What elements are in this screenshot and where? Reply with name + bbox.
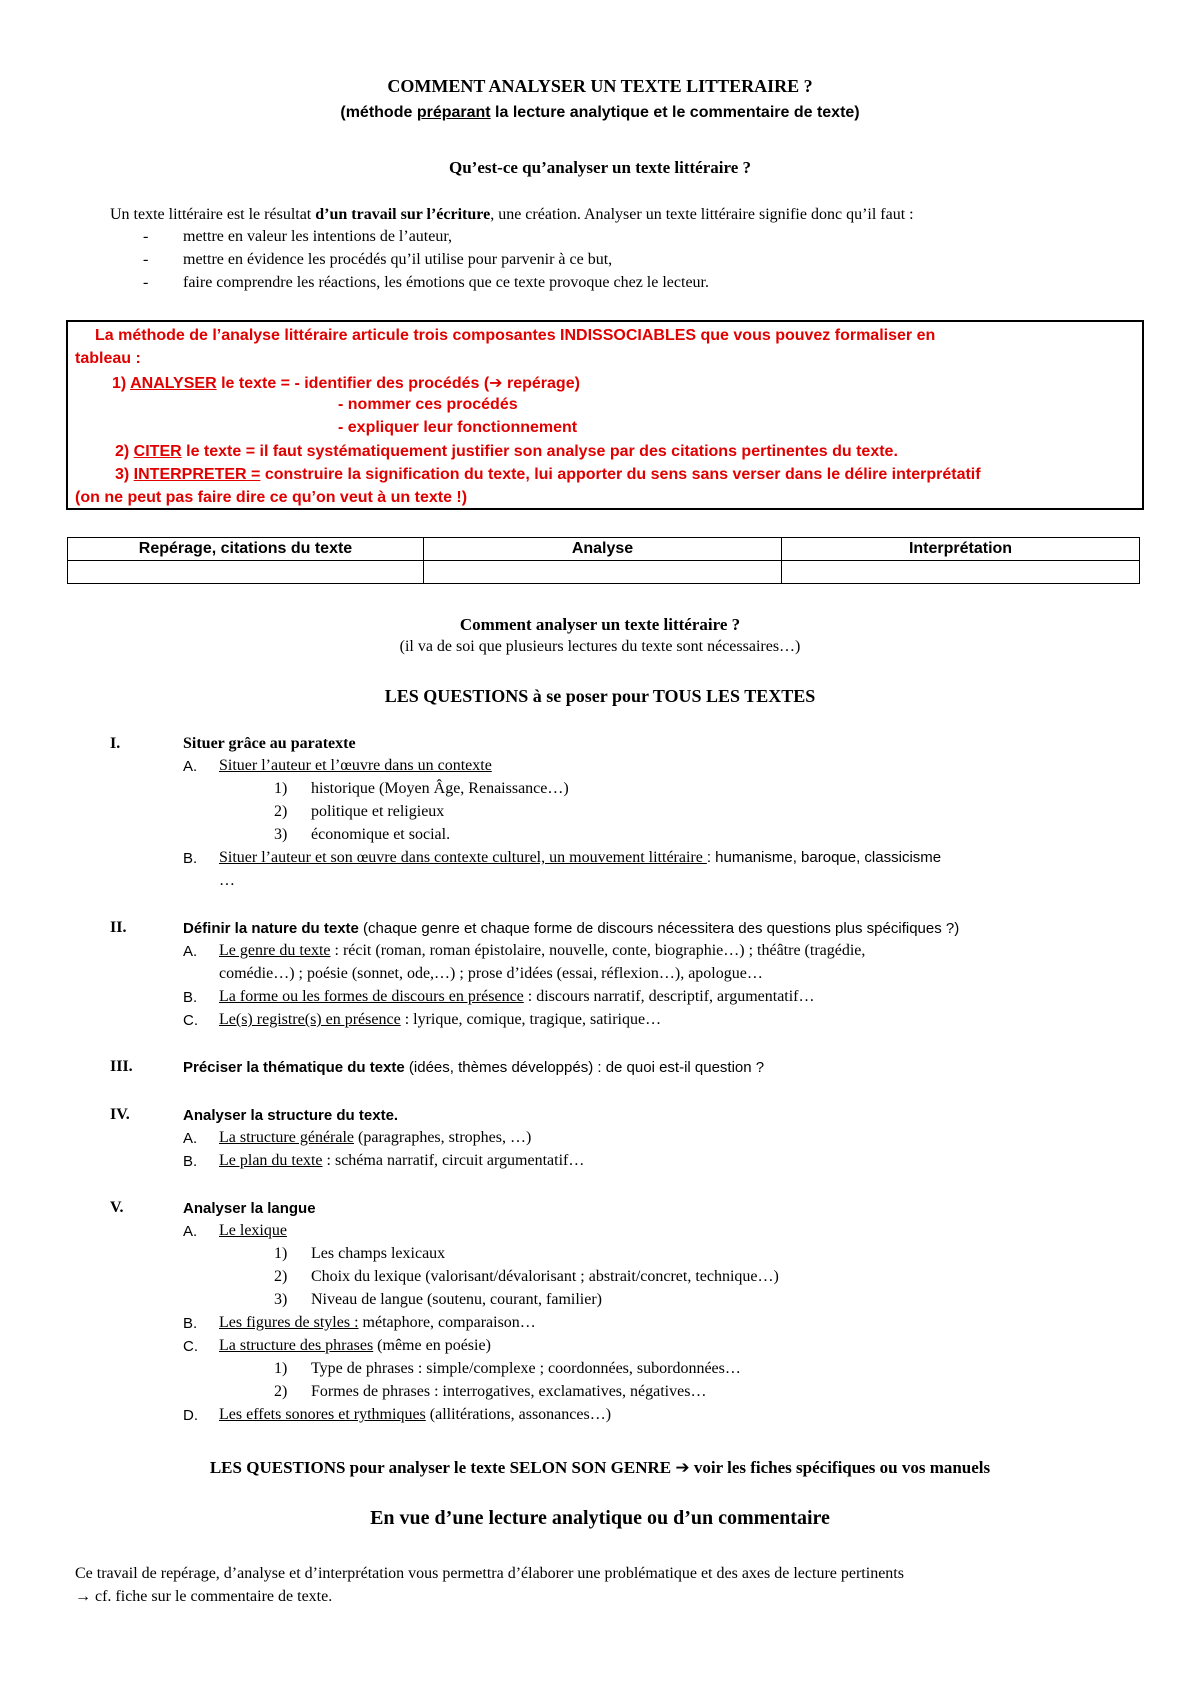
list-item: mettre en valeur les intentions de l’auteur, [183,228,453,245]
step2-keyword: CITER [133,443,182,460]
page-title: COMMENT ANALYSER UN TEXTE LITTERAIRE ? [387,76,813,96]
table-cell [68,561,424,584]
item-letter: B. [183,1153,198,1170]
genre-line-part2: voir les fiches spécifiques ou vos manuels [689,1458,991,1477]
genre-line [0,1458,1200,1478]
item-underlined: Les figures de styles : [219,1314,359,1331]
bullet-dash: - [143,251,149,268]
item-underlined: Situer l’auteur et son œuvre dans contexte culturel, un mouvement littéraire [219,849,707,866]
step1-number: 1) [112,375,131,392]
item-underlined: La forme ou les formes de discours en présence [219,988,524,1005]
sub-number: 2) [274,1383,288,1400]
section2-note: (il va de soi que plusieurs lectures du texte sont nécessaires…) [399,638,801,655]
item-subheading: Le lexique [219,1222,287,1239]
item-number: III. [110,1058,133,1075]
page-subtitle [0,104,1200,122]
step3-keyword: INTERPRETER [133,466,247,483]
sub-number: 1) [274,1360,288,1377]
item-title [183,1059,764,1076]
item-letter: A. [183,1223,198,1240]
method-line-last: (on ne peut pas faire dire ce qu’on veut à un texte !) [75,489,468,506]
item-text [219,1129,531,1147]
list-item: Choix du lexique (valorisant/dévalorisant ; abstrait/concret, technique…) [311,1268,779,1285]
list-item: historique (Moyen Âge, Renaissance…) [311,780,569,797]
item-text [219,849,941,867]
item-letter: B. [183,989,198,1006]
section2-heading: Comment analyser un texte littéraire ? [459,615,741,634]
sub-number: 1) [274,780,288,797]
sub-number: 1) [274,1245,288,1262]
step3-number: 3) [115,466,134,483]
arrow-icon: ➔ [675,1458,690,1477]
final-heading: En vue d’une lecture analytique ou d’un commentaire [370,1507,830,1529]
item-underlined: Le(s) registre(s) en présence [219,1011,401,1028]
item-underlined: Le genre du texte [219,942,331,959]
table-cell [424,561,782,584]
intro-bold: d’un travail sur l’écriture [315,206,491,223]
arrow-icon: → [75,1588,91,1605]
list-item: Formes de phrases : interrogatives, exclamatives, négatives… [311,1383,707,1400]
item-rest: : humanisme, baroque, classicisme [706,849,942,866]
bullet-dash: - [143,274,149,291]
step3-rest: construire la signification du texte, lui apporter du sens sans verser dans le délire interprétatif [260,466,981,483]
item-text [219,1314,536,1332]
list-item: Type de phrases : simple/complexe ; coordonnées, subordonnées… [311,1360,741,1377]
sub-number: 2) [274,1268,288,1285]
item-title-bold: Définir la nature du texte [183,920,359,937]
item-text [219,942,865,960]
method-line-2: tableau : [75,350,141,367]
item-rest: : récit (roman, roman épistolaire, nouvelle, conte, biographie…) ; théâtre (tragédie, [330,942,866,959]
intro-part1: Un texte littéraire est le résultat [110,206,316,223]
item-rest: : lyrique, comique, tragique, satirique… [400,1011,662,1028]
item-number: V. [110,1199,124,1216]
list-item: faire comprendre les réactions, les émotions que ce texte provoque chez le lecteur. [183,274,709,291]
step2-number: 2) [115,443,134,460]
item-letter: C. [183,1338,198,1355]
item-continuation: comédie…) ; poésie (sonnet, ode,…) ; prose d’idées (essai, réflexion…), apologue… [219,965,763,982]
item-title [183,920,959,937]
item-underlined: Le plan du texte [219,1152,323,1169]
item-rest: métaphore, comparaison… [358,1314,536,1331]
item-letter: D. [183,1407,198,1424]
table-row [68,561,1140,584]
item-text [219,1406,611,1424]
questions-heading: LES QUESTIONS à se poser pour TOUS LES TEXTES [384,686,816,706]
bullet-dash: - [143,228,149,245]
item-letter: A. [183,758,198,775]
subtitle-rest: la lecture analytique et le commentaire de texte) [490,104,860,121]
item-letter: A. [183,943,198,960]
sub-number: 3) [274,1291,288,1308]
item-rest: : discours narratif, descriptif, argumentatif… [523,988,815,1005]
item-letter: C. [183,1012,198,1029]
method-step-analyser [112,373,580,393]
item-rest: (même en poésie) [373,1337,491,1354]
table-header-interpretation: Interprétation [782,538,1140,561]
item-title-rest: (chaque genre et chaque forme de discours nécessitera des questions plus spécifiques ?) [358,920,960,937]
item-number: I. [110,735,121,752]
intro-paragraph [110,206,914,224]
item-text [219,988,815,1006]
list-item: politique et religieux [311,803,445,820]
closing-line-1: Ce travail de repérage, d’analyse et d’interprétation vous permettra d’élaborer une problématique et des axes de lecture pertinents [75,1565,904,1582]
item-letter: A. [183,1130,198,1147]
item-text [219,1011,661,1029]
item-underlined: La structure des phrases [219,1337,374,1354]
subtitle-open: (méthode [340,104,417,121]
method-step-interpreter [115,466,981,484]
item-title: Analyser la structure du texte. [183,1107,399,1124]
item-text [219,1337,491,1355]
item-rest: (allitérations, assonances…) [425,1406,612,1423]
list-item: mettre en évidence les procédés qu’il utilise pour parvenir à ce but, [183,251,613,268]
table-header-reperage: Repérage, citations du texte [68,538,424,561]
method-step1-name: - nommer ces procédés [338,396,518,413]
item-title-rest: (idées, thèmes développés) : de quoi est-il question ? [404,1059,765,1076]
method-step1-explain: - expliquer leur fonctionnement [338,419,578,436]
item-rest: : schéma narratif, circuit argumentatif… [322,1152,585,1169]
item-rest: (paragraphes, strophes, …) [354,1129,532,1146]
question-heading: Qu’est-ce qu’analyser un texte littéraire ? [449,158,751,177]
step1-rest: le texte = - identifier des procédés ( [216,375,490,392]
step1-end: repérage) [502,375,580,392]
item-text [219,1152,584,1170]
step1-keyword: ANALYSER [130,375,217,392]
item-title-bold: Préciser la thématique du texte [183,1059,405,1076]
item-letter: B. [183,1315,198,1332]
item-subheading: Situer l’auteur et l’œuvre dans un contexte [219,757,492,774]
list-item: Les champs lexicaux [311,1245,446,1262]
sub-number: 2) [274,803,288,820]
method-line-1: La méthode de l’analyse littéraire articule trois composantes INDISSOCIABLES que vous pouvez formaliser en [95,327,936,344]
item-number: IV. [110,1106,130,1123]
item-letter: B. [183,850,198,867]
closing-line-2 [75,1588,332,1606]
closing-line-2-text: cf. fiche sur le commentaire de texte. [91,1588,333,1605]
analysis-table [67,537,1140,584]
subtitle-underlined: préparant [416,104,491,121]
sub-number: 3) [274,826,288,843]
arrow-icon: ➔ [489,375,503,392]
table-cell [782,561,1140,584]
step2-rest: le texte = il faut systématiquement justifier son analyse par des citations pertinentes du texte. [181,443,898,460]
method-step-citer [115,443,898,461]
item-title: Analyser la langue [183,1200,316,1217]
item-underlined: Les effets sonores et rythmiques [219,1406,426,1423]
genre-line-part1: LES QUESTIONS pour analyser le texte SELON SON GENRE [209,1458,676,1477]
item-continuation: … [219,872,235,889]
table-header-row [68,538,1140,561]
intro-part2: , une création. Analyser un texte littéraire signifie donc qu’il faut : [490,206,914,223]
list-item: Niveau de langue (soutenu, courant, familier) [311,1291,602,1308]
item-title: Situer grâce au paratexte [183,735,356,752]
item-number: II. [110,919,127,936]
list-item: économique et social. [311,826,451,843]
table-header-analyse: Analyse [424,538,782,561]
item-underlined: La structure générale [219,1129,355,1146]
step3-equals: = [246,466,261,483]
